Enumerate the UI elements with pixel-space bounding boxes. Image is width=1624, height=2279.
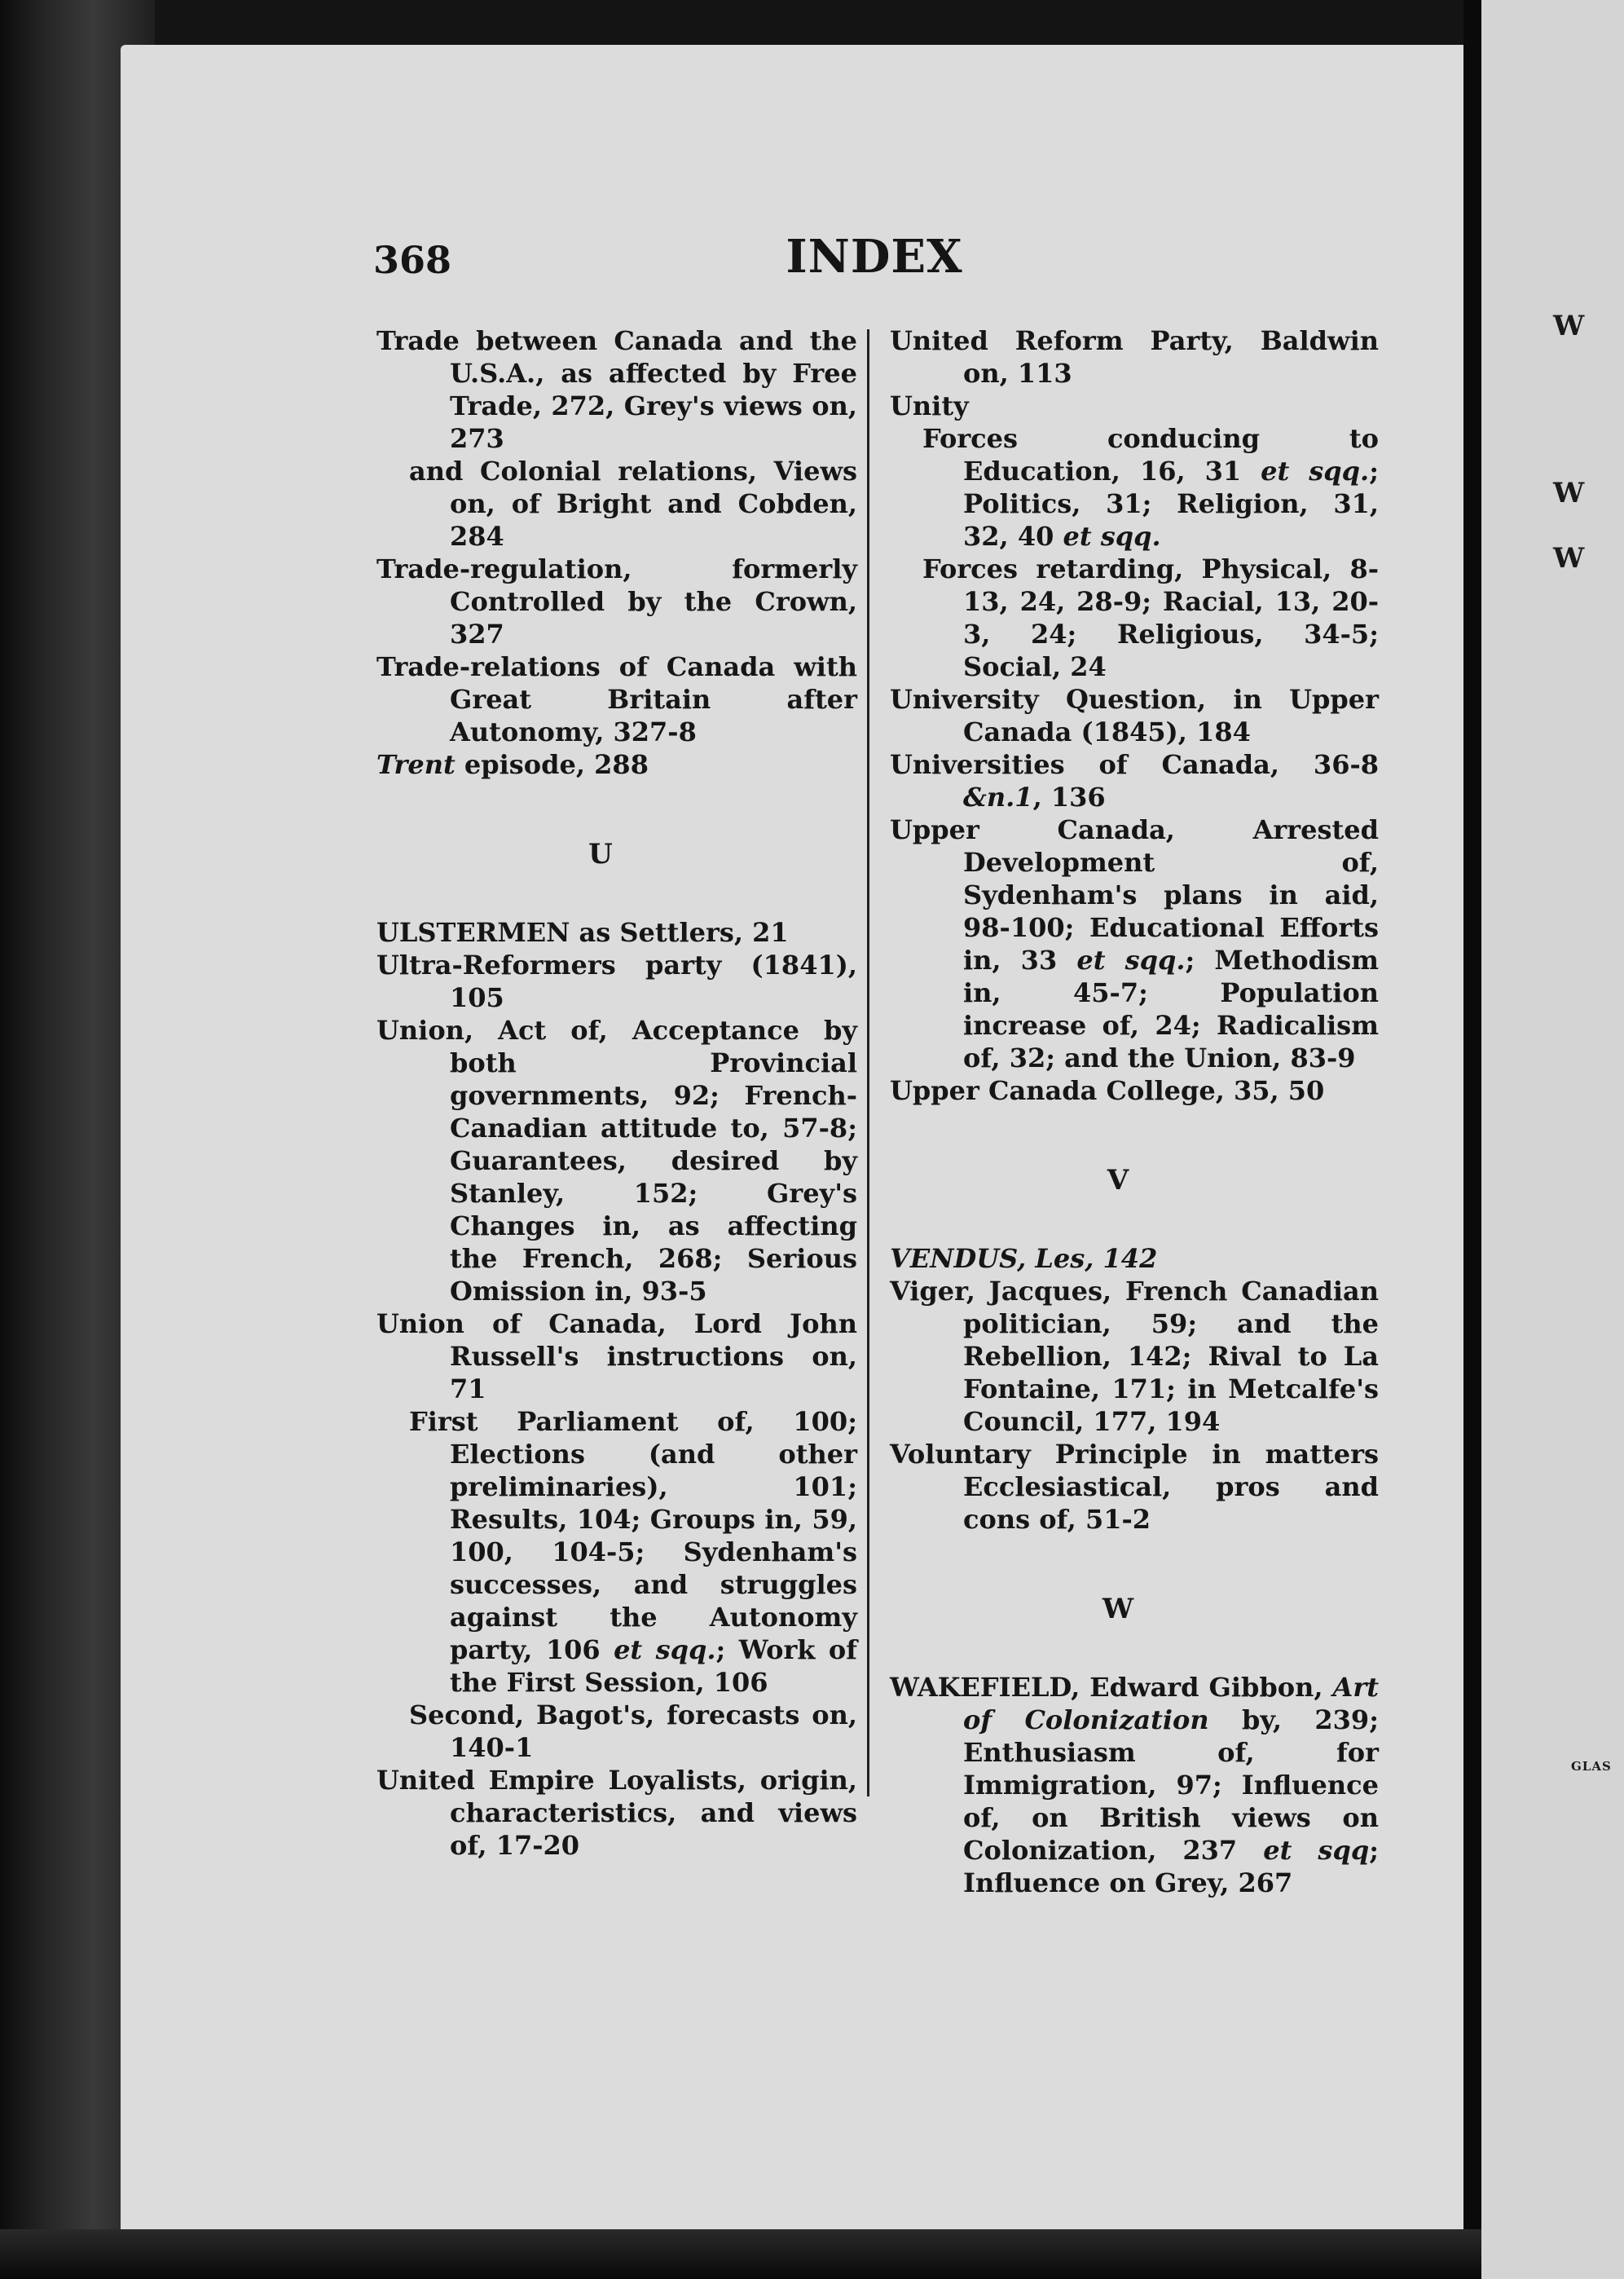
entry-text: Forces conducing to Education, 16, 31: [922, 423, 1379, 487]
entry-text: ; Work of the First Session, 106: [450, 1634, 857, 1698]
index-entry: Unity: [890, 390, 969, 421]
index-entry: [890, 813, 1379, 1074]
index-entry: Trade between Canada and the U.S.A., as affected by Free Trade, 272, Grey's views on, 273: [376, 325, 857, 454]
page-number: 368: [373, 238, 452, 282]
entry-text: ; Politics, 31; Religion, 31, 32, 40: [963, 456, 1379, 552]
entry-text: WAKEFIELD, Edward Gibbon,: [890, 1672, 1333, 1703]
index-entry: University Question, in Upper Canada (1845), 184: [890, 684, 1379, 747]
index-subentry: Forces retarding, Physical, 8-13, 24, 28-9; Racial, 13, 20-3, 24; Religious, 34-5; Social, 24: [922, 553, 1379, 682]
entry-text: by, 239; Enthusiasm of, for Immigration, 97; Influence of, on British views on Colonization, 237: [963, 1704, 1380, 1866]
index-subentry: [376, 1405, 857, 1699]
index-entry: Union, Act of, Acceptance by both Provincial governments, 92; French-Canadian attitude to, 57-8; Guarantees, desired by Stanley, 152; Grey's Changes in, as affecting the French, 268; Serious Omission in, 93-5: [376, 1015, 857, 1307]
column-divider: [867, 329, 869, 1796]
entry-text: , 136: [1032, 782, 1106, 813]
section-letter: V: [1107, 1164, 1129, 1197]
italic-term: et sqq: [1263, 1835, 1370, 1866]
entry-text: ; Influence on Grey, 267: [963, 1835, 1380, 1898]
index-entry: United Reform Party, Baldwin on, 113: [890, 325, 1379, 389]
next-page-fragment: W: [1553, 310, 1585, 342]
index-entry: Trade-relations of Canada with Great Britain after Autonomy, 327-8: [376, 651, 857, 747]
section-letter: U: [588, 838, 613, 871]
entry-text: Upper Canada, Arrested Development of, Sydenham's plans in aid, 98-100; Educational Efforts in, 33: [890, 814, 1379, 976]
index-entry: Viger, Jacques, French Canadian politician, 59; and the Rebellion, 142; Rival to La Fontaine, 171; in Metcalfe's Council, 177, 194: [890, 1276, 1379, 1437]
index-entry: [376, 748, 857, 781]
page-title: INDEX: [786, 230, 963, 284]
entry-text: Universities of Canada, 36-8: [890, 749, 1379, 780]
index-entry: [890, 1671, 1379, 1899]
index-subentry: Second, Bagot's, forecasts on, 140-1: [409, 1699, 857, 1763]
italic-term: et sqq.: [614, 1634, 716, 1665]
index-subentry: [890, 422, 1379, 553]
index-entry: Union of Canada, Lord John Russell's instructions on, 71: [376, 1308, 857, 1404]
gutter-shadow: [1463, 0, 1481, 2279]
italic-term: et sqq.: [1261, 456, 1370, 487]
entry-text: First Parliament of, 100; Elections (and other preliminaries), 101; Results, 104; Groups in, 59, 100, 104-5; Sydenham's successes, and struggles against the Autonomy party, 106: [409, 1406, 857, 1665]
next-page-fragment: GLAS: [1571, 1759, 1612, 1774]
bottom-shadow: [0, 2229, 1481, 2279]
italic-term: et sqq.: [1063, 521, 1161, 552]
next-page-sliver: [1481, 0, 1624, 2279]
italic-term: Art of Colonization: [963, 1672, 1379, 1735]
right-column: [890, 324, 1379, 1899]
index-entry: Voluntary Principle in matters Ecclesiastical, pros and cons of, 51-2: [890, 1439, 1379, 1535]
italic-term: et sqq.: [1076, 945, 1186, 976]
italic-term: &n.1: [963, 782, 1033, 813]
italic-term: Trent: [376, 749, 456, 780]
index-entry: ULSTERMEN as Settlers, 21: [376, 917, 789, 948]
entry-text: episode, 288: [455, 749, 649, 780]
index-entry: [890, 748, 1379, 813]
next-page-fragment: W: [1553, 477, 1585, 509]
left-column: [376, 324, 857, 1862]
index-entry: Ultra-Reformers party (1841), 105: [376, 950, 857, 1013]
index-entry: VENDUS, Les, 142: [890, 1243, 1158, 1274]
index-entry: Upper Canada College, 35, 50: [890, 1075, 1325, 1106]
page-header: [373, 220, 1375, 285]
index-subentry: and Colonial relations, Views on, of Bright and Cobden, 284: [409, 456, 857, 552]
index-entry: United Empire Loyalists, origin, characteristics, and views of, 17-20: [376, 1765, 857, 1861]
section-letter: W: [1102, 1593, 1134, 1625]
entry-text: ; Methodism in, 45-7; Population increase of, 24; Radicalism of, 32; and the Union, 83-9: [963, 945, 1380, 1073]
next-page-fragment: W: [1553, 542, 1585, 575]
index-entry: Trade-regulation, formerly Controlled by the Crown, 327: [376, 553, 857, 650]
